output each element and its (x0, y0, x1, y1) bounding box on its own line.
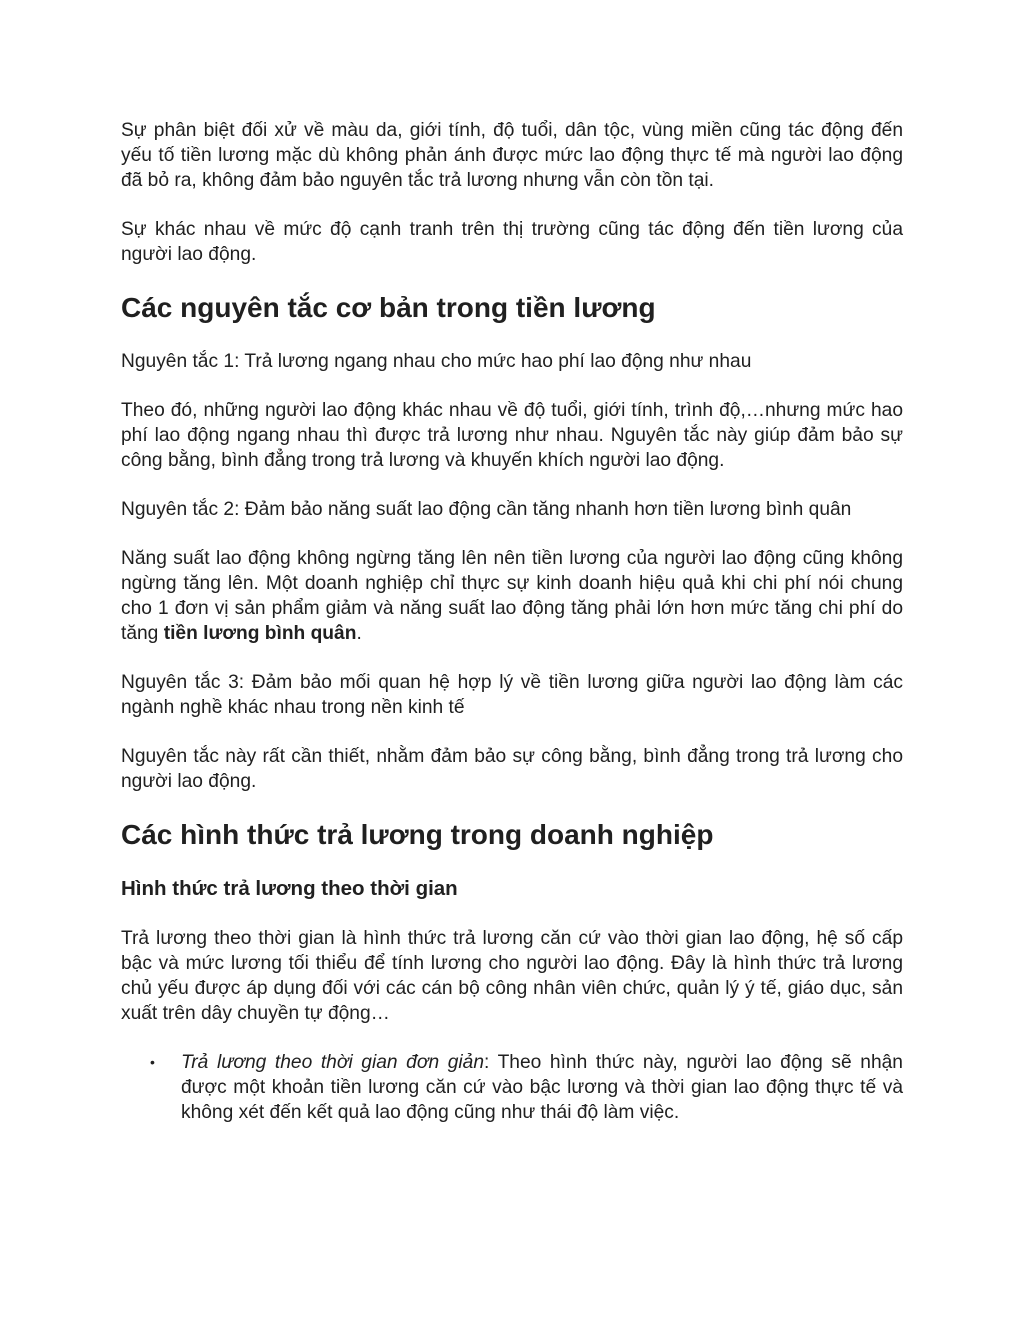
principle-2-description (121, 546, 903, 646)
principle-1-title: Nguyên tắc 1: Trả lương ngang nhau cho mức hao phí lao động như nhau (121, 351, 752, 372)
average-salary-link-text: tiền lương bình quân (163, 623, 357, 644)
principle-3-description: Nguyên tắc này rất cần thiết, nhằm đảm bảo sự công bằng, bình đẳng trong trả lương cho người lao động. (121, 746, 903, 792)
list-item (121, 1050, 903, 1125)
heading-payment-forms: Các hình thức trả lương trong doanh nghiệp (121, 819, 714, 850)
simple-time-pay-description: : Theo hình thức này, người lao động sẽ nhận được một khoản tiền lương căn cứ vào bậc lương và thời gian lao động thực tế và không xét đến kết quả lao động cũng như thái độ làm việc. (181, 1052, 903, 1123)
payment-forms-list (121, 1050, 903, 1125)
principle-2-text: Năng suất lao động không ngừng tăng lên nên tiền lương của người lao động cũng không ngừng tăng lên. Một doanh nghiệp chỉ thực sự kinh doanh hiệu quả khi chi phí nói chung cho 1 đơn vị sản phẩm giảm và năng suất lao động tăng phải lớn hơn mức tăng chi phí do tăng (121, 548, 903, 644)
principle-2-period: . (356, 623, 362, 644)
time-based-pay-description: Trả lương theo thời gian là hình thức trả lương căn cứ vào thời gian lao động, hệ số cấp bậc và mức lương tối thiểu để tính lương cho người lao động. Đây là hình thức trả lương chủ yếu được áp dụng đối với các cán bộ công nhân viên chức, quản lý ý tế, giáo dục, sản xuất trên dây chuyền tự động… (121, 928, 903, 1024)
principle-2-title: Nguyên tắc 2: Đảm bảo năng suất lao động cần tăng nhanh hơn tiền lương bình quân (121, 499, 852, 520)
paragraph-discrimination: Sự phân biệt đối xử về màu da, giới tính, độ tuổi, dân tộc, vùng miền cũng tác động đến yếu tố tiền lương mặc dù không phản ánh được mức lao động thực tế mà người lao động đã bỏ ra, không đảm bảo nguyên tắc trả lương nhưng vẫn còn tồn tại. (121, 120, 903, 191)
paragraph-competition: Sự khác nhau về mức độ cạnh tranh trên thị trường cũng tác động đến tiền lương của người lao động. (121, 219, 903, 265)
principle-3-title: Nguyên tắc 3: Đảm bảo mối quan hệ hợp lý về tiền lương giữa người lao động làm các ngành nghề khác nhau trong nền kinh tế (121, 672, 903, 718)
principle-1-description: Theo đó, những người lao động khác nhau về độ tuổi, giới tính, trình độ,…nhưng mức hao phí lao động ngang nhau thì được trả lương như nhau. Nguyên tắc này giúp đảm bảo sự công bằng, bình đẳng trong trả lương và khuyến khích người lao động. (121, 400, 903, 471)
heading-basic-principles: Các nguyên tắc cơ bản trong tiền lương (121, 292, 656, 323)
subheading-time-based-pay: Hình thức trả lương theo thời gian (121, 877, 458, 900)
simple-time-pay-term: Trả lương theo thời gian đơn giản (181, 1052, 484, 1073)
bullet-icon: • (150, 1054, 155, 1070)
